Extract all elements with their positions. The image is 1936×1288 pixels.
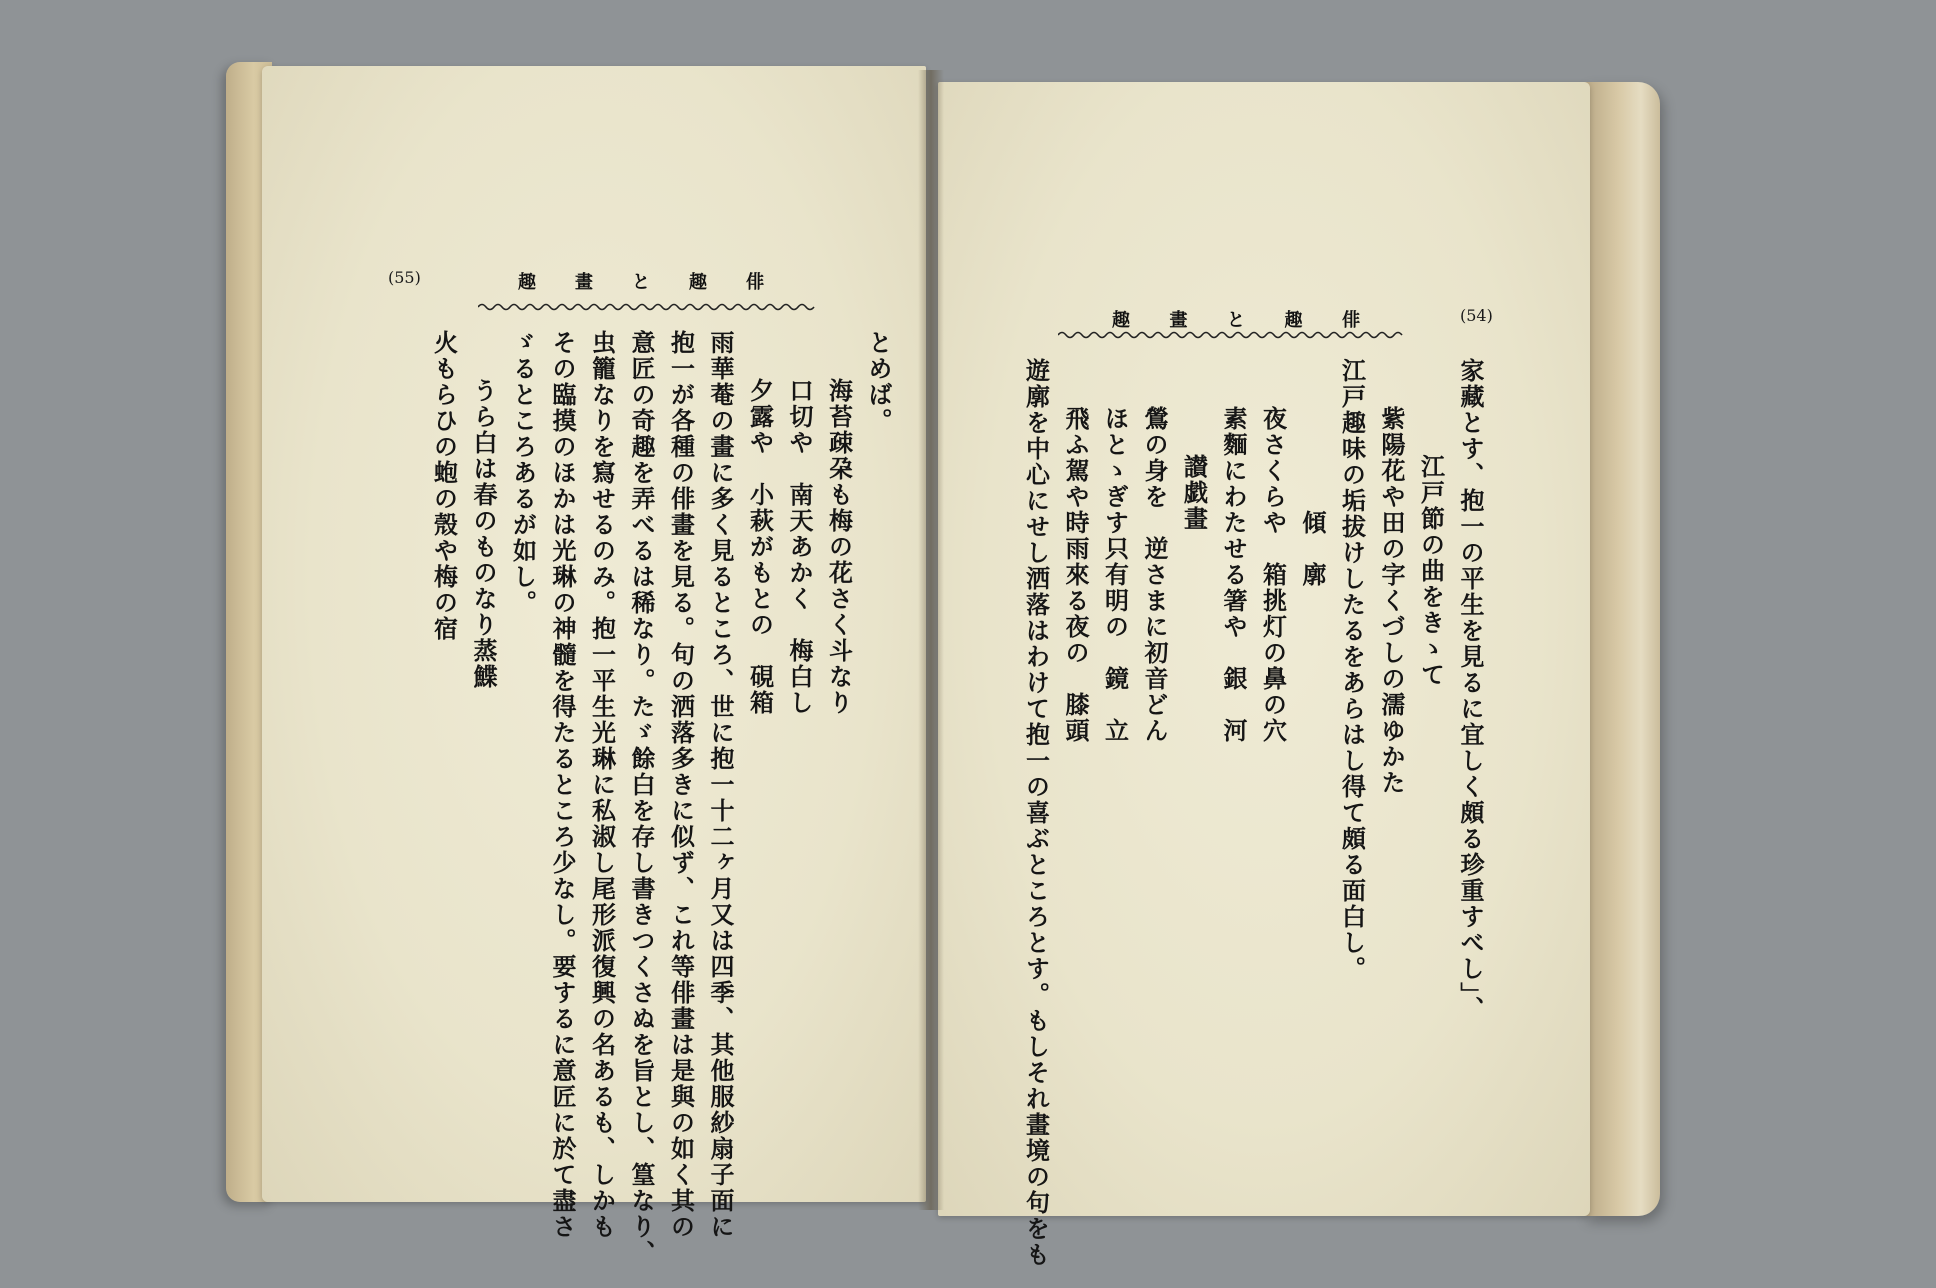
running-head-char: と xyxy=(632,272,650,293)
running-head-char: 畫 xyxy=(575,272,593,293)
right-running-head xyxy=(1112,306,1360,332)
left-running-head xyxy=(518,268,764,294)
subtitle-line: 江戸節の曲をきゝて xyxy=(1416,454,1446,688)
right-page-number: (54) xyxy=(1460,306,1493,325)
haiku-line: 夜さくらや 箱挑灯の鼻の穴 xyxy=(1258,406,1288,744)
running-head-char: と xyxy=(1227,310,1245,331)
haiku-line: 素麵にわたせる箸や 銀 河 xyxy=(1219,406,1248,744)
text-line: 江戸趣味の垢拔けしたるをあらはし得て頗る面白し。 xyxy=(1337,358,1367,982)
right-header-rule xyxy=(1058,330,1404,340)
haiku-line: 鶯の身を 逆さまに初音どん xyxy=(1140,406,1169,744)
text-line: その臨摸のほかは光琳の神髓を得たるところ少なし。要するに意匠に於て盡さ xyxy=(548,330,577,1240)
text-line: 家藏とす、抱一の平生を見るに宜しく頗る珍重すべし」、 xyxy=(1456,358,1485,1022)
haiku-line: 火もらひの蚫の殼や梅の宿 xyxy=(429,330,459,642)
text-line: 虫籠なりを寫せるのみ。抱一平生光琳に私淑し尾形派復興の名あるも、しかも xyxy=(587,330,617,1240)
text-line: 遊廓を中心にせし洒落はわけて抱一の喜ぶところとす。もしそれ畫境の句をも xyxy=(1021,358,1051,1268)
haiku-line: 紫陽花や田の字くづしの濡ゆかた xyxy=(1377,406,1406,796)
running-head-char: 趣 xyxy=(1284,310,1303,331)
book-gutter xyxy=(918,70,944,1210)
running-head-char: 畫 xyxy=(1169,310,1188,331)
text-line: 意匠の奇趣を弄べるは稀なり。たゞ餘白を存し書きつくさぬを旨とし、篁なり、 xyxy=(627,330,656,1266)
subtitle-line: 傾 廓 xyxy=(1298,510,1327,588)
haiku-line: ほとゝぎす只有明の 鏡 立 xyxy=(1100,406,1130,744)
haiku-line: 夕露や 小萩がもとの 硯箱 xyxy=(745,378,775,716)
left-header-rule xyxy=(478,302,820,312)
haiku-line: 海苔疎朶も梅の花さく斗なり xyxy=(824,378,854,716)
text-line: 雨華菴の畫に多く見るところ、世に抱一十二ヶ月又は四季、其他服紗扇子面に xyxy=(706,330,735,1240)
haiku-line: 飛ふ駕や時雨來る夜の 膝頭 xyxy=(1061,406,1090,744)
right-page-text xyxy=(980,358,1490,1268)
running-head-char: 趣 xyxy=(518,272,536,293)
running-head-char: 俳 xyxy=(746,272,764,293)
running-head-char: 俳 xyxy=(1342,310,1360,331)
haiku-line: うら白は春のものなり蒸鰈 xyxy=(469,378,498,690)
subtitle-line: 讃戯畫 xyxy=(1179,454,1209,532)
haiku-line: 口切や 南天あかく 梅白し xyxy=(785,378,814,716)
running-head-char: 趣 xyxy=(689,272,707,293)
running-head-char: 趣 xyxy=(1112,310,1130,331)
text-line: 抱一が各種の俳畫を見る。句の洒落多きに似ず、これ等俳畫は是與の如く其の xyxy=(666,330,696,1240)
text-line: とめば。 xyxy=(864,330,893,434)
right-page-edges xyxy=(1584,82,1660,1216)
left-page-number: (55) xyxy=(388,268,421,287)
text-line: ゞるところあるが如し。 xyxy=(508,330,538,616)
left-page-text xyxy=(412,330,898,1266)
